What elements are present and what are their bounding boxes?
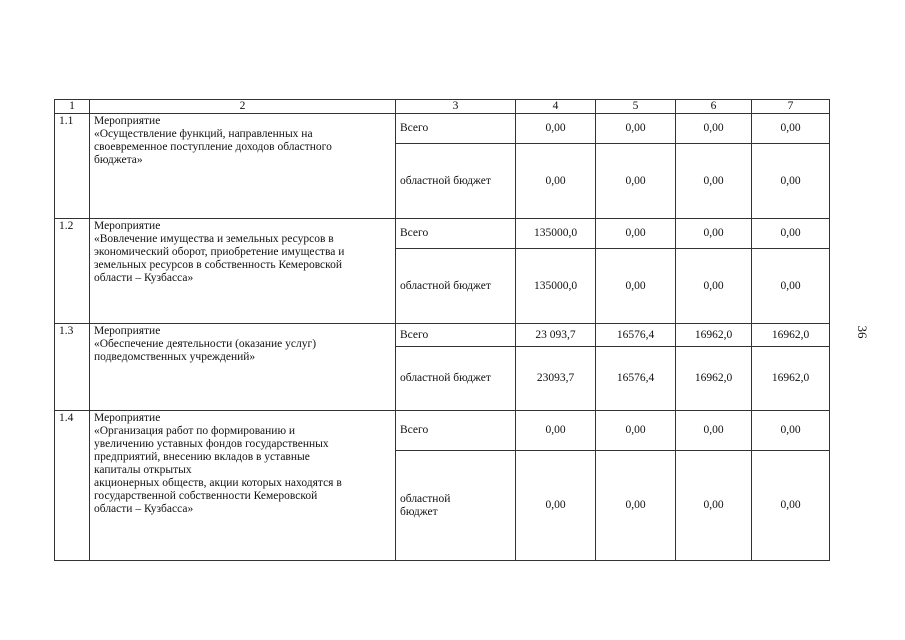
description-line: своевременное поступление доходов областного (94, 141, 332, 153)
funding-source: Всего (396, 219, 516, 249)
table-row (55, 114, 830, 144)
value-cell: 0,00 (596, 144, 676, 219)
value-cell: 0,00 (596, 249, 676, 324)
value-cell: 16962,0 (676, 324, 752, 347)
header-cell: 7 (752, 100, 830, 114)
value-cell: 135000,0 (516, 249, 596, 324)
value-cell: 23093,7 (516, 347, 596, 411)
value-cell: 135000,0 (516, 219, 596, 249)
row-number: 1.3 (55, 324, 90, 411)
row-title: Мероприятие (94, 325, 161, 337)
row-number: 1.2 (55, 219, 90, 324)
value-cell: 0,00 (516, 144, 596, 219)
value-cell: 0,00 (752, 219, 830, 249)
value-cell: 16576,4 (596, 324, 676, 347)
description-line: подведомственных учреждений» (94, 351, 256, 363)
page-number: 36 (855, 325, 870, 339)
row-title: Мероприятие (94, 220, 161, 232)
header-row (55, 100, 830, 114)
value-cell: 16576,4 (596, 347, 676, 411)
description-line: увеличению уставных фондов государственных (94, 438, 329, 450)
value-cell: 0,00 (752, 114, 830, 144)
funding-source: областной бюджет (396, 144, 516, 219)
value-cell: 0,00 (676, 144, 752, 219)
funding-source: Всего (396, 324, 516, 347)
funding-source: Всего (396, 114, 516, 144)
description-line: «Вовлечение имущества и земельных ресурсов в (94, 233, 334, 245)
description-line: предприятий, внесению вкладов в уставные (94, 451, 310, 463)
funding-source: областной бюджет (396, 347, 516, 411)
value-cell: 16962,0 (676, 347, 752, 411)
row-description (90, 411, 396, 561)
header-cell: 6 (676, 100, 752, 114)
value-cell: 0,00 (676, 249, 752, 324)
header-cell: 2 (90, 100, 396, 114)
value-cell: 0,00 (676, 219, 752, 249)
row-number: 1.1 (55, 114, 90, 219)
table-row (55, 324, 830, 347)
row-description (90, 324, 396, 411)
row-description (90, 219, 396, 324)
value-cell: 0,00 (516, 451, 596, 561)
value-cell: 0,00 (516, 114, 596, 144)
funding-source: областной бюджет (396, 249, 516, 324)
value-cell: 0,00 (676, 411, 752, 451)
table-row (55, 219, 830, 249)
funding-source (396, 451, 516, 561)
description-line: капиталы открытых (94, 464, 192, 476)
value-cell: 0,00 (676, 451, 752, 561)
row-description (90, 114, 396, 219)
value-cell: 23 093,7 (516, 324, 596, 347)
header-cell: 4 (516, 100, 596, 114)
description-line: «Обеспечение деятельности (оказание услуг) (94, 338, 317, 350)
description-line: «Организация работ по формированию и (94, 425, 296, 437)
value-cell: 0,00 (596, 219, 676, 249)
description-line: области – Кузбасса» (94, 503, 194, 515)
value-cell: 16962,0 (752, 324, 830, 347)
funding-source-line: областной (400, 492, 451, 505)
value-cell: 0,00 (752, 451, 830, 561)
description-line: экономический оборот, приобретение имущества и (94, 246, 345, 258)
funding-source-line: бюджет (400, 505, 438, 518)
value-cell: 0,00 (752, 144, 830, 219)
description-line: «Осуществление функций, направленных на (94, 128, 313, 140)
value-cell: 0,00 (752, 411, 830, 451)
value-cell: 0,00 (516, 411, 596, 451)
description-line: области – Кузбасса» (94, 272, 194, 284)
funding-source: Всего (396, 411, 516, 451)
description-line: акционерных обществ, акции которых находятся в (94, 477, 342, 489)
description-line: земельных ресурсов в собственность Кемеровской (94, 259, 343, 271)
header-cell: 5 (596, 100, 676, 114)
value-cell: 0,00 (596, 114, 676, 144)
value-cell: 0,00 (752, 249, 830, 324)
row-title: Мероприятие (94, 412, 161, 424)
value-cell: 0,00 (596, 411, 676, 451)
row-number: 1.4 (55, 411, 90, 561)
value-cell: 16962,0 (752, 347, 830, 411)
header-cell: 1 (55, 100, 90, 114)
table-row (55, 411, 830, 451)
budget-table (54, 99, 830, 561)
description-line: бюджета» (94, 154, 143, 166)
value-cell: 0,00 (676, 114, 752, 144)
header-cell: 3 (396, 100, 516, 114)
description-line: государственной собственности Кемеровской (94, 490, 318, 502)
row-title: Мероприятие (94, 115, 161, 127)
value-cell: 0,00 (596, 451, 676, 561)
